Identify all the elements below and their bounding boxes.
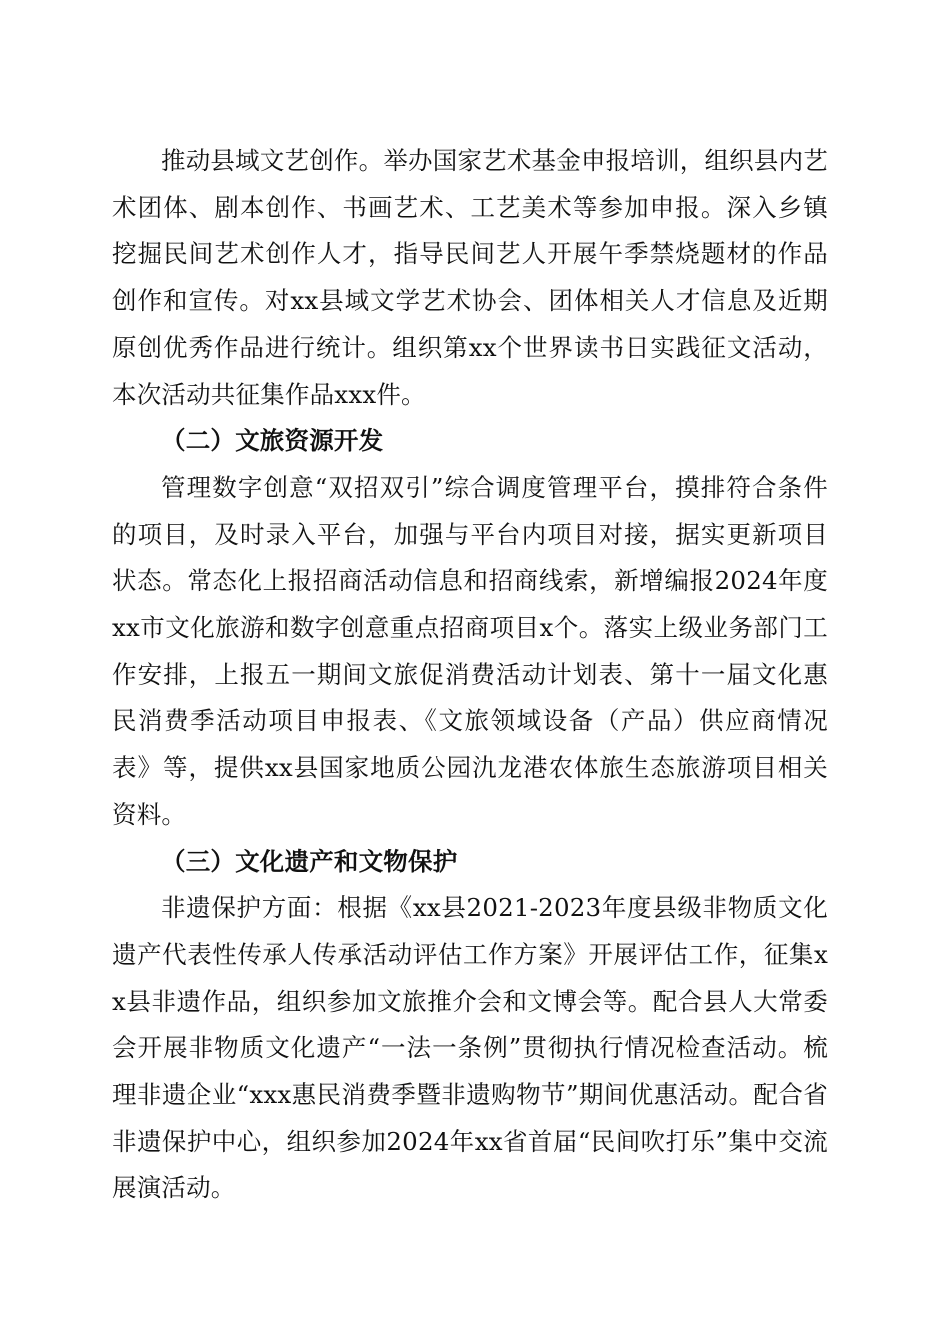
paragraph-literary-creation: 推动县域文艺创作。举办国家艺术基金申报培训，组织县内艺术团体、剧本创作、书画艺术、工艺美术等参加申报。深入乡镇挖掘民间艺术创作人才，指导民间艺人开展午季禁烧题材的作品创作和宣传。对xx县域文学艺术协会、团体相关人才信息及近期原创优秀作品进行统计。组织第xx个世界读书日实践征文活动，本次活动共征集作品xxx件。 [112,146,828,409]
paragraph-tourism-resources: 管理数字创意“双招双引”综合调度管理平台，摸排符合条件的项目，及时录入平台，加强与平台内项目对接，据实更新项目状态。常态化上报招商活动信息和招商线索，新增编报2024年度xx市文化旅游和数字创意重点招商项目x个。落实上级业务部门工作安排，上报五一期间文旅促消费活动计划表、第十一届文化惠民消费季活动项目申报表、《文旅领域设备（产品）供应商情况表》等，提供xx县国家地质公园氿龙港农体旅生态旅游项目相关资料。 [112,472,828,829]
document-body [112,138,828,1212]
section-heading-3: （三）文化遗产和文物保护 [161,846,458,876]
section-heading-2: （二）文旅资源开发 [161,426,384,456]
paragraph-heritage-protection: 非遗保护方面：根据《xx县2021-2023年度县级非物质文化遗产代表性传承人传承活动评估工作方案》开展评估工作，征集xx县非遗作品，组织参加文旅推介会和文博会等。配合县人大常委会开展非物质文化遗产“一法一条例”贯彻执行情况检查活动。梳理非遗企业“xxx惠民消费季暨非遗购物节”期间优惠活动。配合省非遗保护中心，组织参加2024年xx省首届“民间吹打乐”集中交流展演活动。 [112,893,828,1203]
